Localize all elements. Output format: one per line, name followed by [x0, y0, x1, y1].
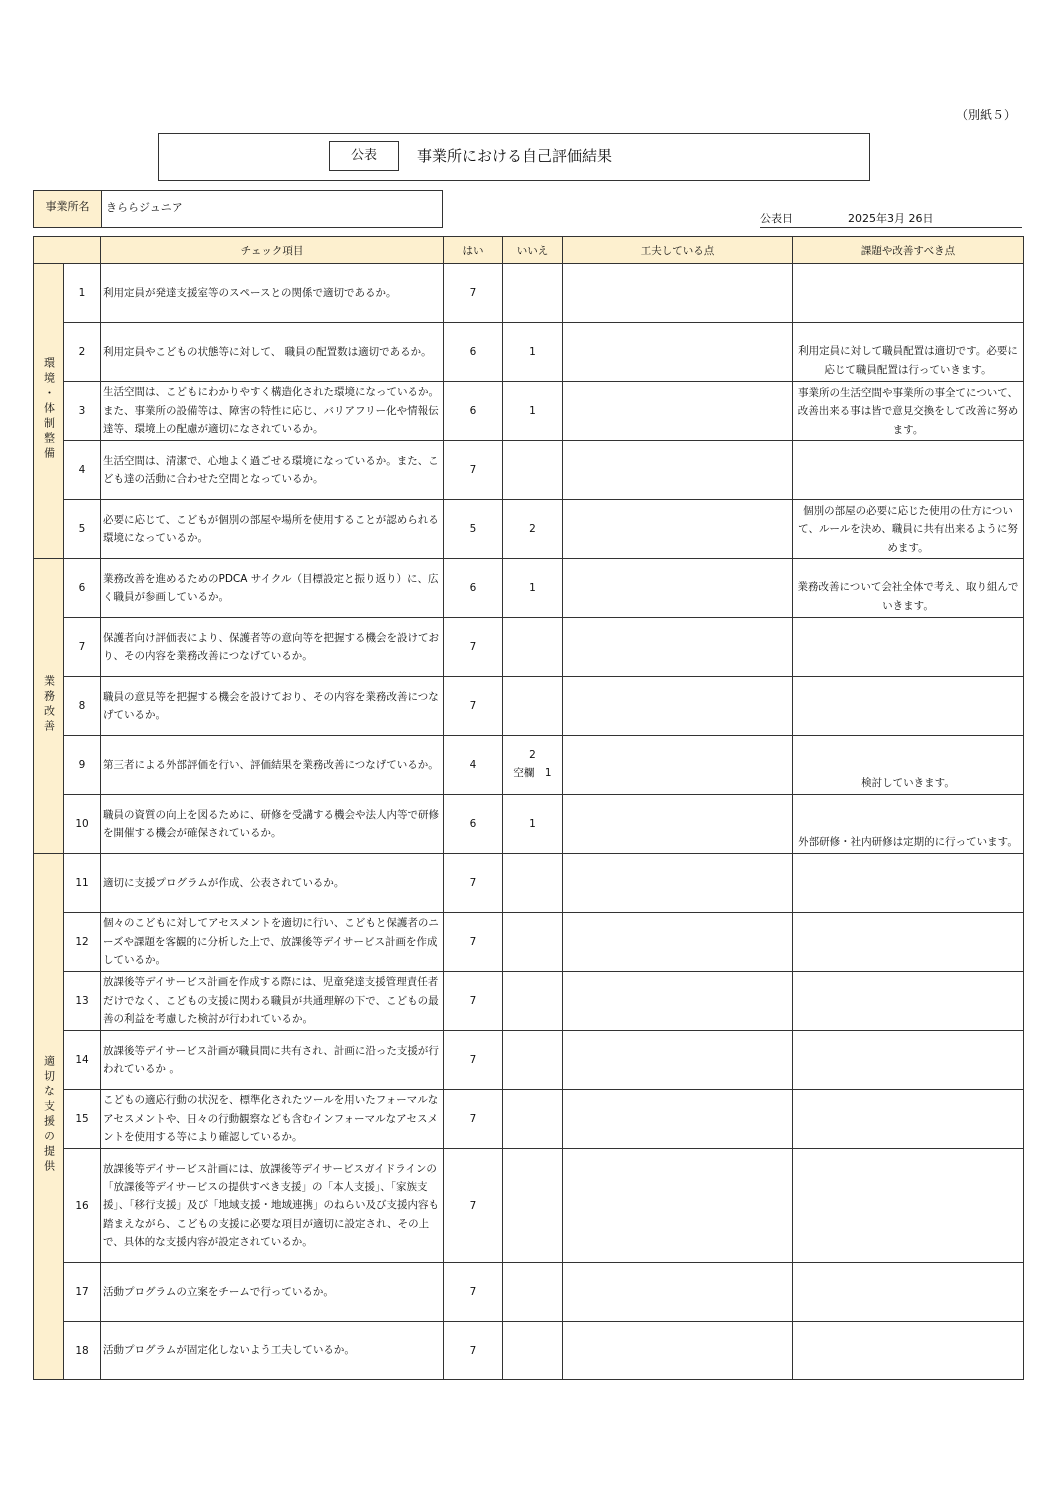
yes-count: 6 [444, 382, 503, 441]
category-cell [34, 559, 64, 854]
ingenuity-note [563, 618, 793, 677]
no-count-value: 2 [529, 749, 536, 762]
check-item-text: 利用定員が発達支援室等のスペースとの関係で適切であるか。 [101, 264, 444, 323]
table-row [34, 1149, 1024, 1263]
check-item-text: 放課後等デイサービス計画には、放課後等デイサービスガイドラインの「放課後等デイサービスの提供すべき支援」の「本人支援」、「家族支援」、「移行支援」及び「地域支援・地域連携」のねらい及び支援内容も踏まえながら、こどもの支援に必要な項目が適切に設定され、その上で、具体的な支援内容が設定されているか。 [101, 1149, 444, 1263]
no-count [503, 1031, 563, 1090]
item-number: 7 [64, 618, 101, 677]
no-count [503, 1263, 563, 1322]
check-item-text: 活動プログラムの立案をチームで行っているか。 [101, 1263, 444, 1322]
issue-note [793, 1263, 1024, 1322]
publish-date [760, 210, 1022, 228]
ingenuity-note [563, 559, 793, 618]
check-item-text: 放課後等デイサービス計画が職員間に共有され、計画に沿った支援が行われているか 。 [101, 1031, 444, 1090]
publish-date-value: 2025年3月 26日 [848, 212, 934, 225]
ingenuity-note [563, 677, 793, 736]
header-yes: はい [444, 237, 503, 264]
header-issues: 課題や改善すべき点 [793, 237, 1024, 264]
issue-note [793, 441, 1024, 500]
yes-count: 5 [444, 500, 503, 559]
office-label: 事業所名 [34, 191, 102, 227]
ingenuity-note [563, 972, 793, 1031]
table-row [34, 1322, 1024, 1380]
issue-note: 外部研修・社内研修は定期的に行っています。 [793, 795, 1024, 854]
yes-count: 7 [444, 854, 503, 913]
ingenuity-note [563, 1322, 793, 1380]
table-row [34, 795, 1024, 854]
no-count [503, 618, 563, 677]
table-row [34, 1031, 1024, 1090]
issue-note: 利用定員に対して職員配置は適切です。必要に応じて職員配置は行っていきます。 [793, 323, 1024, 382]
no-count [503, 736, 563, 795]
check-item-text: 適切に支援プログラムが作成、公表されているか。 [101, 854, 444, 913]
item-number: 9 [64, 736, 101, 795]
table-row [34, 618, 1024, 677]
evaluation-table [33, 236, 1024, 1380]
yes-count: 7 [444, 1263, 503, 1322]
publish-date-label: 公表日 [760, 212, 793, 225]
table-row [34, 1090, 1024, 1149]
issue-note: 業務改善について会社全体で考え、取り組んでいきます。 [793, 559, 1024, 618]
issue-note: 個別の部屋の必要に応じた使用の仕方について、ルールを決め、職員に共有出来るように努めます。 [793, 500, 1024, 559]
blank-count-value: 空欄 1 [513, 767, 552, 779]
ingenuity-note [563, 264, 793, 323]
item-number: 13 [64, 972, 101, 1031]
item-number: 11 [64, 854, 101, 913]
item-number: 17 [64, 1263, 101, 1322]
ingenuity-note [563, 736, 793, 795]
no-count: 1 [503, 559, 563, 618]
ingenuity-note [563, 854, 793, 913]
table-row [34, 972, 1024, 1031]
table-row [34, 854, 1024, 913]
title-box [158, 133, 870, 181]
check-item-text: 個々のこどもに対してアセスメントを適切に行い、こどもと保護者のニーズや課題を客観的に分析した上で、放課後等デイサービス計画を作成しているか。 [101, 913, 444, 972]
category-cell [34, 264, 64, 559]
check-item-text: 職員の意見等を把握する機会を設けており、その内容を業務改善につなげているか。 [101, 677, 444, 736]
ingenuity-note [563, 1090, 793, 1149]
table-row [34, 913, 1024, 972]
yes-count: 7 [444, 618, 503, 677]
ingenuity-note [563, 500, 793, 559]
yes-count: 6 [444, 795, 503, 854]
ingenuity-note [563, 913, 793, 972]
header-no: いいえ [503, 237, 563, 264]
table-row [34, 1263, 1024, 1322]
ingenuity-note [563, 441, 793, 500]
item-number: 16 [64, 1149, 101, 1263]
yes-count: 6 [444, 323, 503, 382]
category-cell [34, 854, 64, 1380]
item-number: 10 [64, 795, 101, 854]
issue-note [793, 1090, 1024, 1149]
issue-note: 事業所の生活空間や事業所の事全てについて、改善出来る事は皆で意見交換をして改善に努めます。 [793, 382, 1024, 441]
ingenuity-note [563, 1149, 793, 1263]
no-count [503, 854, 563, 913]
check-item-text: 業務改善を進めるためのPDCA サイクル（目標設定と振り返り）に、広く職員が参画しているか。 [101, 559, 444, 618]
office-name: きららジュニア [106, 201, 183, 214]
item-number: 6 [64, 559, 101, 618]
check-item-text: 利用定員やこどもの状態等に対して、 職員の配置数は適切であるか。 [101, 323, 444, 382]
table-row [34, 382, 1024, 441]
no-count [503, 972, 563, 1031]
yes-count: 7 [444, 972, 503, 1031]
issue-note [793, 1149, 1024, 1263]
header-blank [34, 237, 101, 264]
table-row [34, 441, 1024, 500]
item-number: 5 [64, 500, 101, 559]
table-row [34, 736, 1024, 795]
issue-note [793, 913, 1024, 972]
check-item-text: こどもの適応行動の状況を、標準化されたツールを用いたフォーマルなアセスメントや、日々の行動観察なども含むインフォーマルなアセスメントを使用する等により確認しているか。 [101, 1090, 444, 1149]
yes-count: 7 [444, 1031, 503, 1090]
office-box [33, 190, 443, 228]
no-count [503, 913, 563, 972]
yes-count: 7 [444, 264, 503, 323]
item-number: 18 [64, 1322, 101, 1380]
no-count: 1 [503, 382, 563, 441]
yes-count: 7 [444, 1090, 503, 1149]
category-label: 業務改善 [42, 674, 56, 735]
ingenuity-note [563, 1263, 793, 1322]
header-check-item: チェック項目 [101, 237, 444, 264]
category-label: 環境・体制整備 [42, 357, 56, 462]
issue-note [793, 972, 1024, 1031]
no-count [503, 1322, 563, 1380]
no-count [503, 1149, 563, 1263]
no-count [503, 677, 563, 736]
item-number: 8 [64, 677, 101, 736]
issue-note [793, 618, 1024, 677]
item-number: 2 [64, 323, 101, 382]
yes-count: 4 [444, 736, 503, 795]
ingenuity-note [563, 323, 793, 382]
issue-note [793, 677, 1024, 736]
public-badge: 公表 [329, 141, 399, 171]
no-count [503, 441, 563, 500]
no-count: 1 [503, 323, 563, 382]
item-number: 14 [64, 1031, 101, 1090]
check-item-text: 放課後等デイサービス計画を作成する際には、児童発達支援管理責任者だけでなく、こどもの支援に関わる職員が共通理解の下で、こどもの最善の利益を考慮した検討が行われているか。 [101, 972, 444, 1031]
check-item-text: 生活空間は、こどもにわかりやすく構造化された環境になっているか。また、事業所の設備等は、障害の特性に応じ、バリアフリー化や情報伝達等、環境上の配慮が適切になされているか。 [101, 382, 444, 441]
item-number: 4 [64, 441, 101, 500]
attachment-label: （別紙５） [955, 108, 1016, 122]
yes-count: 7 [444, 1322, 503, 1380]
ingenuity-note [563, 1031, 793, 1090]
yes-count: 7 [444, 913, 503, 972]
table-row [34, 500, 1024, 559]
issue-note [793, 1031, 1024, 1090]
ingenuity-note [563, 382, 793, 441]
issue-note [793, 1322, 1024, 1380]
no-count: 2 [503, 500, 563, 559]
category-label: 適切な支援の提供 [42, 1055, 56, 1175]
no-count [503, 264, 563, 323]
check-item-text: 第三者による外部評価を行い、評価結果を業務改善につなげているか。 [101, 736, 444, 795]
yes-count: 7 [444, 1149, 503, 1263]
header-ingenuity: 工夫している点 [563, 237, 793, 264]
item-number: 15 [64, 1090, 101, 1149]
issue-note [793, 854, 1024, 913]
check-item-text: 職員の資質の向上を図るために、研修を受講する機会や法人内等で研修を開催する機会が確保されているか。 [101, 795, 444, 854]
yes-count: 6 [444, 559, 503, 618]
table-row [34, 677, 1024, 736]
item-number: 3 [64, 382, 101, 441]
page-title: 事業所における自己評価結果 [417, 147, 613, 165]
check-item-text: 活動プログラムが固定化しないよう工夫しているか。 [101, 1322, 444, 1380]
issue-note: 検討していきます。 [793, 736, 1024, 795]
yes-count: 7 [444, 441, 503, 500]
item-number: 12 [64, 913, 101, 972]
no-count [503, 1090, 563, 1149]
table-header-row [34, 237, 1024, 264]
no-count: 1 [503, 795, 563, 854]
check-item-text: 必要に応じて、こどもが個別の部屋や場所を使用することが認められる環境になっているか。 [101, 500, 444, 559]
check-item-text: 生活空間は、清潔で、心地よく過ごせる環境になっているか。また、こども達の活動に合わせた空間となっているか。 [101, 441, 444, 500]
yes-count: 7 [444, 677, 503, 736]
table-row [34, 323, 1024, 382]
issue-note [793, 264, 1024, 323]
item-number: 1 [64, 264, 101, 323]
check-item-text: 保護者向け評価表により、保護者等の意向等を把握する機会を設けており、その内容を業務改善につなげているか。 [101, 618, 444, 677]
table-row [34, 264, 1024, 323]
table-row [34, 559, 1024, 618]
ingenuity-note [563, 795, 793, 854]
